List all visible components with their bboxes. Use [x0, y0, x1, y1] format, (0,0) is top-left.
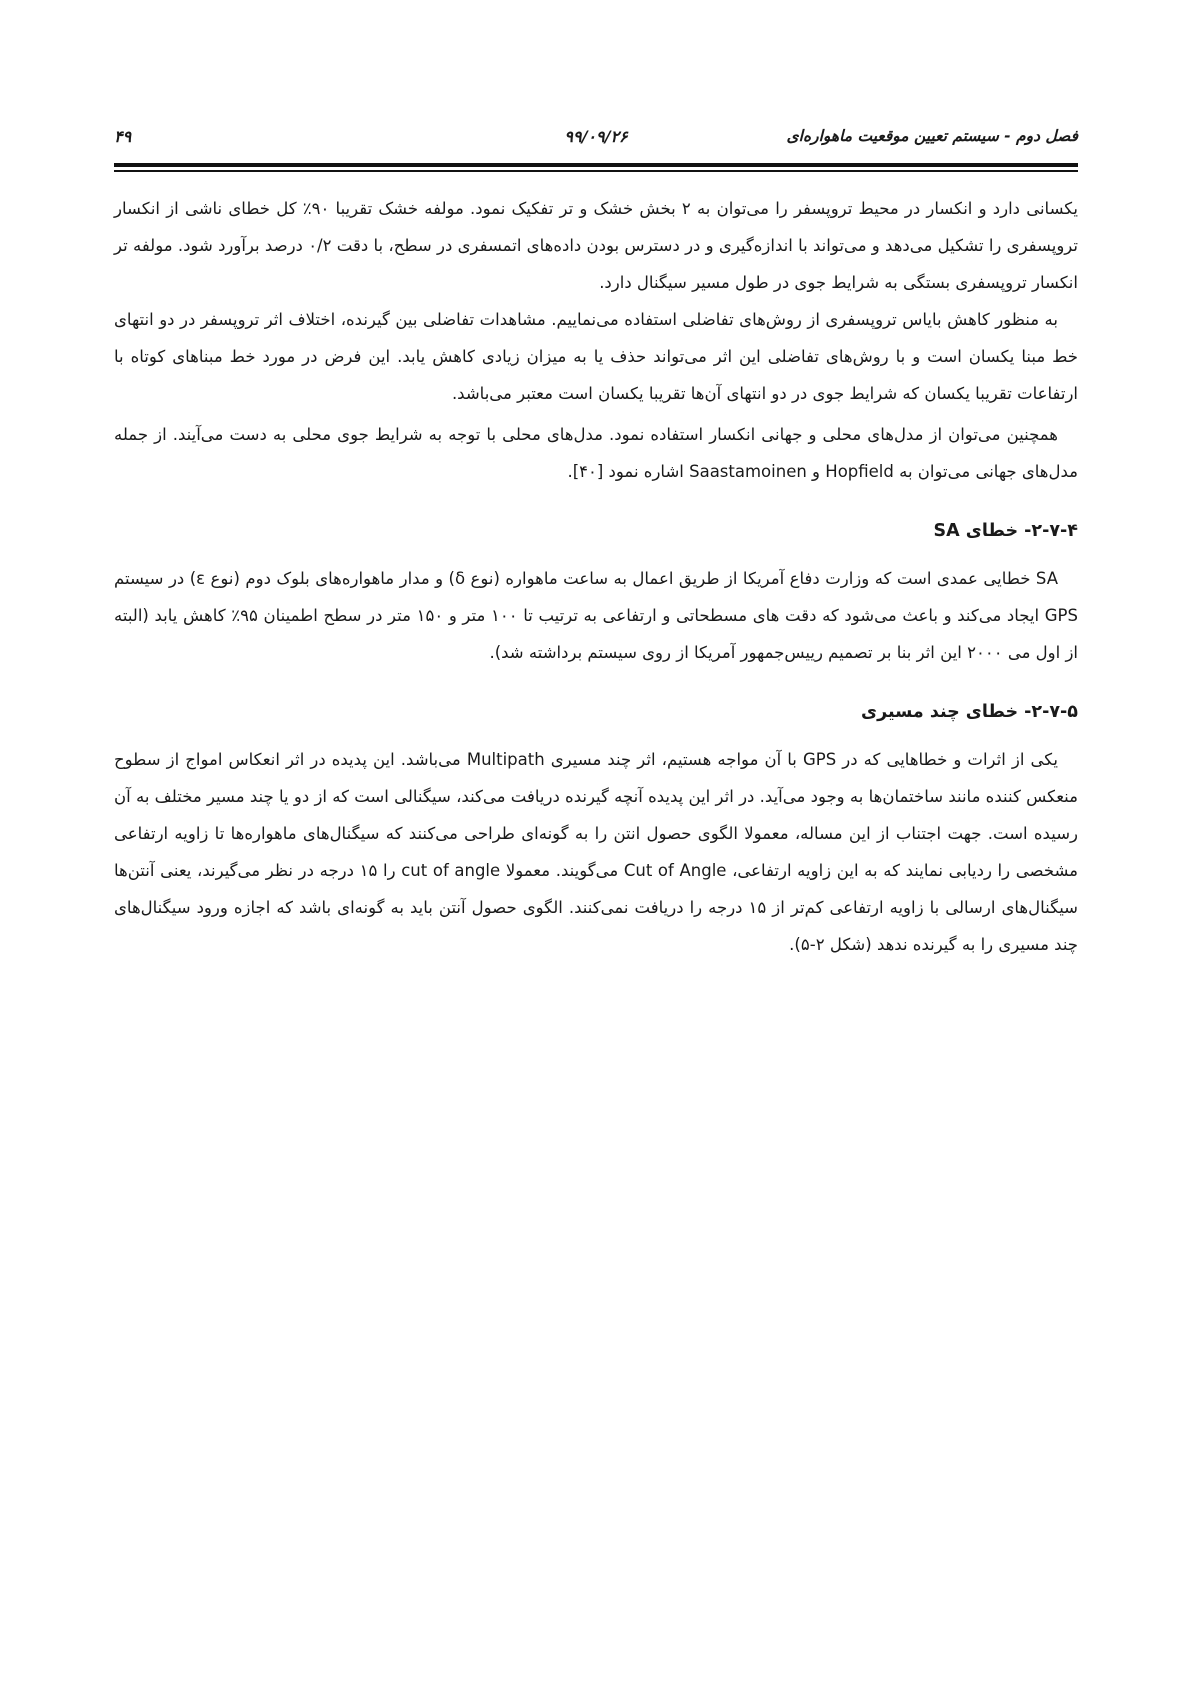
paragraph-troposphere-wet-dry: یکسانی دارد و انکسار در محیط تروپسفر را می‌توان به ۲ بخش خشک و تر تفکیک نمود. مولفه خشک تقریبا ۹۰٪ کل خطای ناشی از انکسار تروپسفری را تشکیل می‌دهد و می‌تواند با اندازه‌گیری و در دسترس بودن داده‌های اتمسفری در سطح، با دقت ۰/۲ درصد برآورد شود. مولفه تر انکسار تروپسفری بستگی به شرایط جوی در طول مسیر سیگنال دارد. [114, 199, 1078, 292]
chapter-title: فصل دوم - سیستم تعیین موقعیت ماهواره‌ای [786, 127, 1078, 145]
paragraph-differential-methods: به منظور کاهش بایاس تروپسفری از روش‌های تفاضلی استفاده می‌نماییم. مشاهدات تفاضلی بین گیرنده، اختلاف اثر تروپسفر در دو انتهای خط مبنا یکسان است و با روش‌های تفاضلی این اثر می‌تواند حذف یا به میزان زیادی کاهش یابد. این فرض در مورد خط مبناهای کوتاه با ارتفاعات تقریبا یکسان که شرایط جوی در دو انتهای آن‌ها تقریبا یکسان است معتبر می‌باشد. [114, 310, 1078, 403]
page-number: ۴۹ [114, 127, 132, 146]
page-header [114, 127, 1078, 157]
section-heading-sa-error: ۲-۷-۴- خطای SA [933, 521, 1078, 541]
section-heading-multipath-error: ۲-۷-۵- خطای چند مسیری [861, 702, 1078, 722]
page-body [114, 190, 1078, 963]
paragraph-multipath-error: یکی از اثرات و خطاهایی که در GPS با آن مواجه هستیم، اثر چند مسیری Multipath می‌باشد. این پدیده در اثر انعکاس امواج از سطوح منعکس کننده مانند ساختمان‌ها به وجود می‌آید. در اثر این پدیده آنچه گیرنده دریافت می‌کند، سیگنالی است که از دو یا چند مسیر مختلف به آن رسیده است. جهت اجتناب از این مساله، معمولا الگوی حصول انتن را به گونه‌ای طراحی می‌کنند که سیگنال‌های ماهواره‌ها تا زاویه ارتفاعی مشخصی را ردیابی نمایند که به این زاویه ارتفاعی، Cut of Angle می‌گویند. معمولا cut of angle را ۱۵ درجه در نظر می‌گیرند، یعنی آنتن‌ها سیگنال‌های ارسالی با زاویه ارتفاعی کم‌تر از ۱۵ درجه را دریافت نمی‌کنند. الگوی حصول آنتن باید به گونه‌ای باشد که اجازه ورود سیگنال‌های چند مسیری را به گیرنده ندهد (شکل ۲-۵). [114, 750, 1079, 954]
paragraph-sa-error: SA خطایی عمدی است که وزارت دفاع آمریکا از طریق اعمال به ساعت ماهواره (نوع δ) و مدار ماهواره‌های بلوک دوم (نوع ε) در سیستم GPS ایجاد می‌کند و باعث می‌شود که دقت های مسطحاتی و ارتفاعی به ترتیب تا ۱۰۰ متر و ۱۵۰ متر در سطح اطمینان ۹۵٪ کاهش یابد (البته از اول می ۲۰۰۰ این اثر بنا بر تصمیم رییس‌جمهور آمریکا از روی سیستم برداشته شد). [114, 569, 1078, 662]
header-date: ۹۹/۰۹/۲۶ [564, 127, 628, 146]
paragraph-refraction-models: همچنین می‌توان از مدل‌های محلی و جهانی انکسار استفاده نمود. مدل‌های محلی با توجه به شرایط جوی محلی به دست می‌آیند. از جمله مدل‌های جهانی می‌توان به Hopfield و Saastamoinen اشاره نمود [۴۰]. [114, 425, 1078, 481]
header-rule-thick [114, 163, 1078, 167]
header-rule-thin [114, 170, 1078, 172]
